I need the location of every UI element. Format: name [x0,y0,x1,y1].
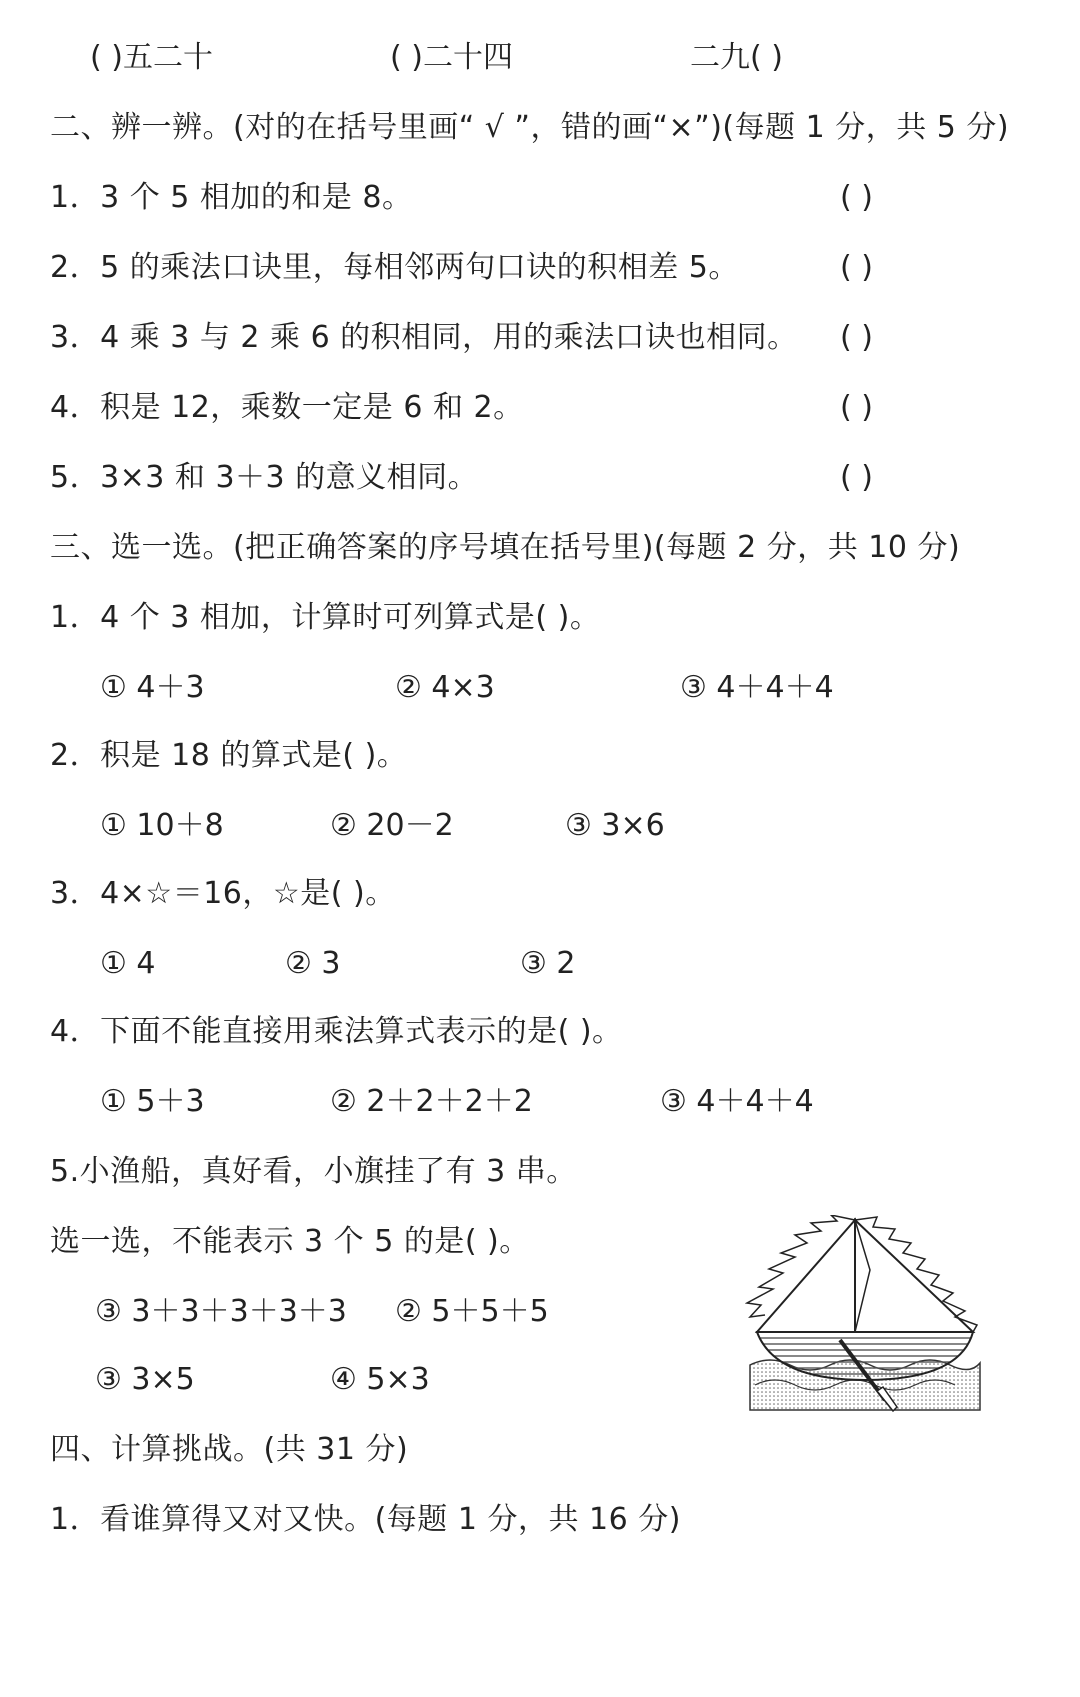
choice-q5-stem-1: 5.小渔船，真好看，小旗挂了有 3 串。 [50,1154,577,1189]
choice-q4-option-3: ③ 4＋4＋4 [660,1084,814,1119]
judge-item-1: 1．3 个 5 相加的和是 8。 [50,180,413,215]
judge-item-4: 4．积是 12，乘数一定是 6 和 2。 [50,390,524,425]
judge-item-3: 3．4 乘 3 与 2 乘 6 的积相同，用的乘法口诀也相同。 [50,320,798,355]
choice-q2-option-2: ② 20－2 [330,808,454,843]
choice-q5-option-1: ③ 3＋3＋3＋3＋3 [95,1294,347,1329]
choice-q4-option-2: ② 2＋2＋2＋2 [330,1084,533,1119]
choice-q2-stem: 2．积是 18 的算式是( )。 [50,738,408,773]
fill-blank-2: ( )二十四 [390,40,513,75]
choice-q2-option-3: ③ 3×6 [565,808,665,843]
choice-q5-stem-2: 选一选，不能表示 3 个 5 的是( )。 [50,1224,530,1259]
answer-paren-5: ( ) [840,460,873,495]
judge-item-5: 5．3×3 和 3＋3 的意义相同。 [50,460,479,495]
answer-paren-4: ( ) [840,390,873,425]
judge-item-2: 2．5 的乘法口诀里，每相邻两句口诀的积相差 5。 [50,250,739,285]
section-4-sub-1: 1．看谁算得又对又快。(每题 1 分，共 16 分) [50,1502,681,1537]
answer-paren-2: ( ) [840,250,873,285]
choice-q5-option-4: ④ 5×3 [330,1362,430,1397]
choice-q5-option-2: ② 5＋5＋5 [395,1294,549,1329]
choice-q1-option-2: ② 4×3 [395,670,495,705]
choice-q3-stem: 3．4×☆＝16，☆是( )。 [50,876,396,911]
section-3-heading: 三、选一选。(把正确答案的序号填在括号里)(每题 2 分，共 10 分) [50,530,961,565]
left-sail [757,1220,855,1332]
choice-q2-option-1: ① 10＋8 [100,808,224,843]
answer-paren-3: ( ) [840,320,873,355]
choice-q1-option-1: ① 4＋3 [100,670,205,705]
fill-blank-3: 二九( ) [690,40,783,75]
choice-q5-option-3: ③ 3×5 [95,1362,195,1397]
choice-q1-stem: 1．4 个 3 相加，计算时可列算式是( )。 [50,600,601,635]
choice-q4-option-1: ① 5＋3 [100,1084,205,1119]
section-4-heading: 四、计算挑战。(共 31 分) [50,1432,409,1467]
choice-q3-option-3: ③ 2 [520,946,576,981]
right-sail [855,1220,973,1332]
fill-blank-1: ( )五二十 [90,40,213,75]
answer-paren-1: ( ) [840,180,873,215]
choice-q3-option-2: ② 3 [285,946,341,981]
choice-q1-option-3: ③ 4＋4＋4 [680,670,834,705]
sailboat-illustration [745,1215,985,1415]
section-2-heading: 二、辨一辨。(对的在括号里画“ √ ”，错的画“×”)(每题 1 分，共 5 分) [50,110,1010,145]
choice-q3-option-1: ① 4 [100,946,156,981]
choice-q4-stem: 4．下面不能直接用乘法算式表示的是( )。 [50,1014,623,1049]
